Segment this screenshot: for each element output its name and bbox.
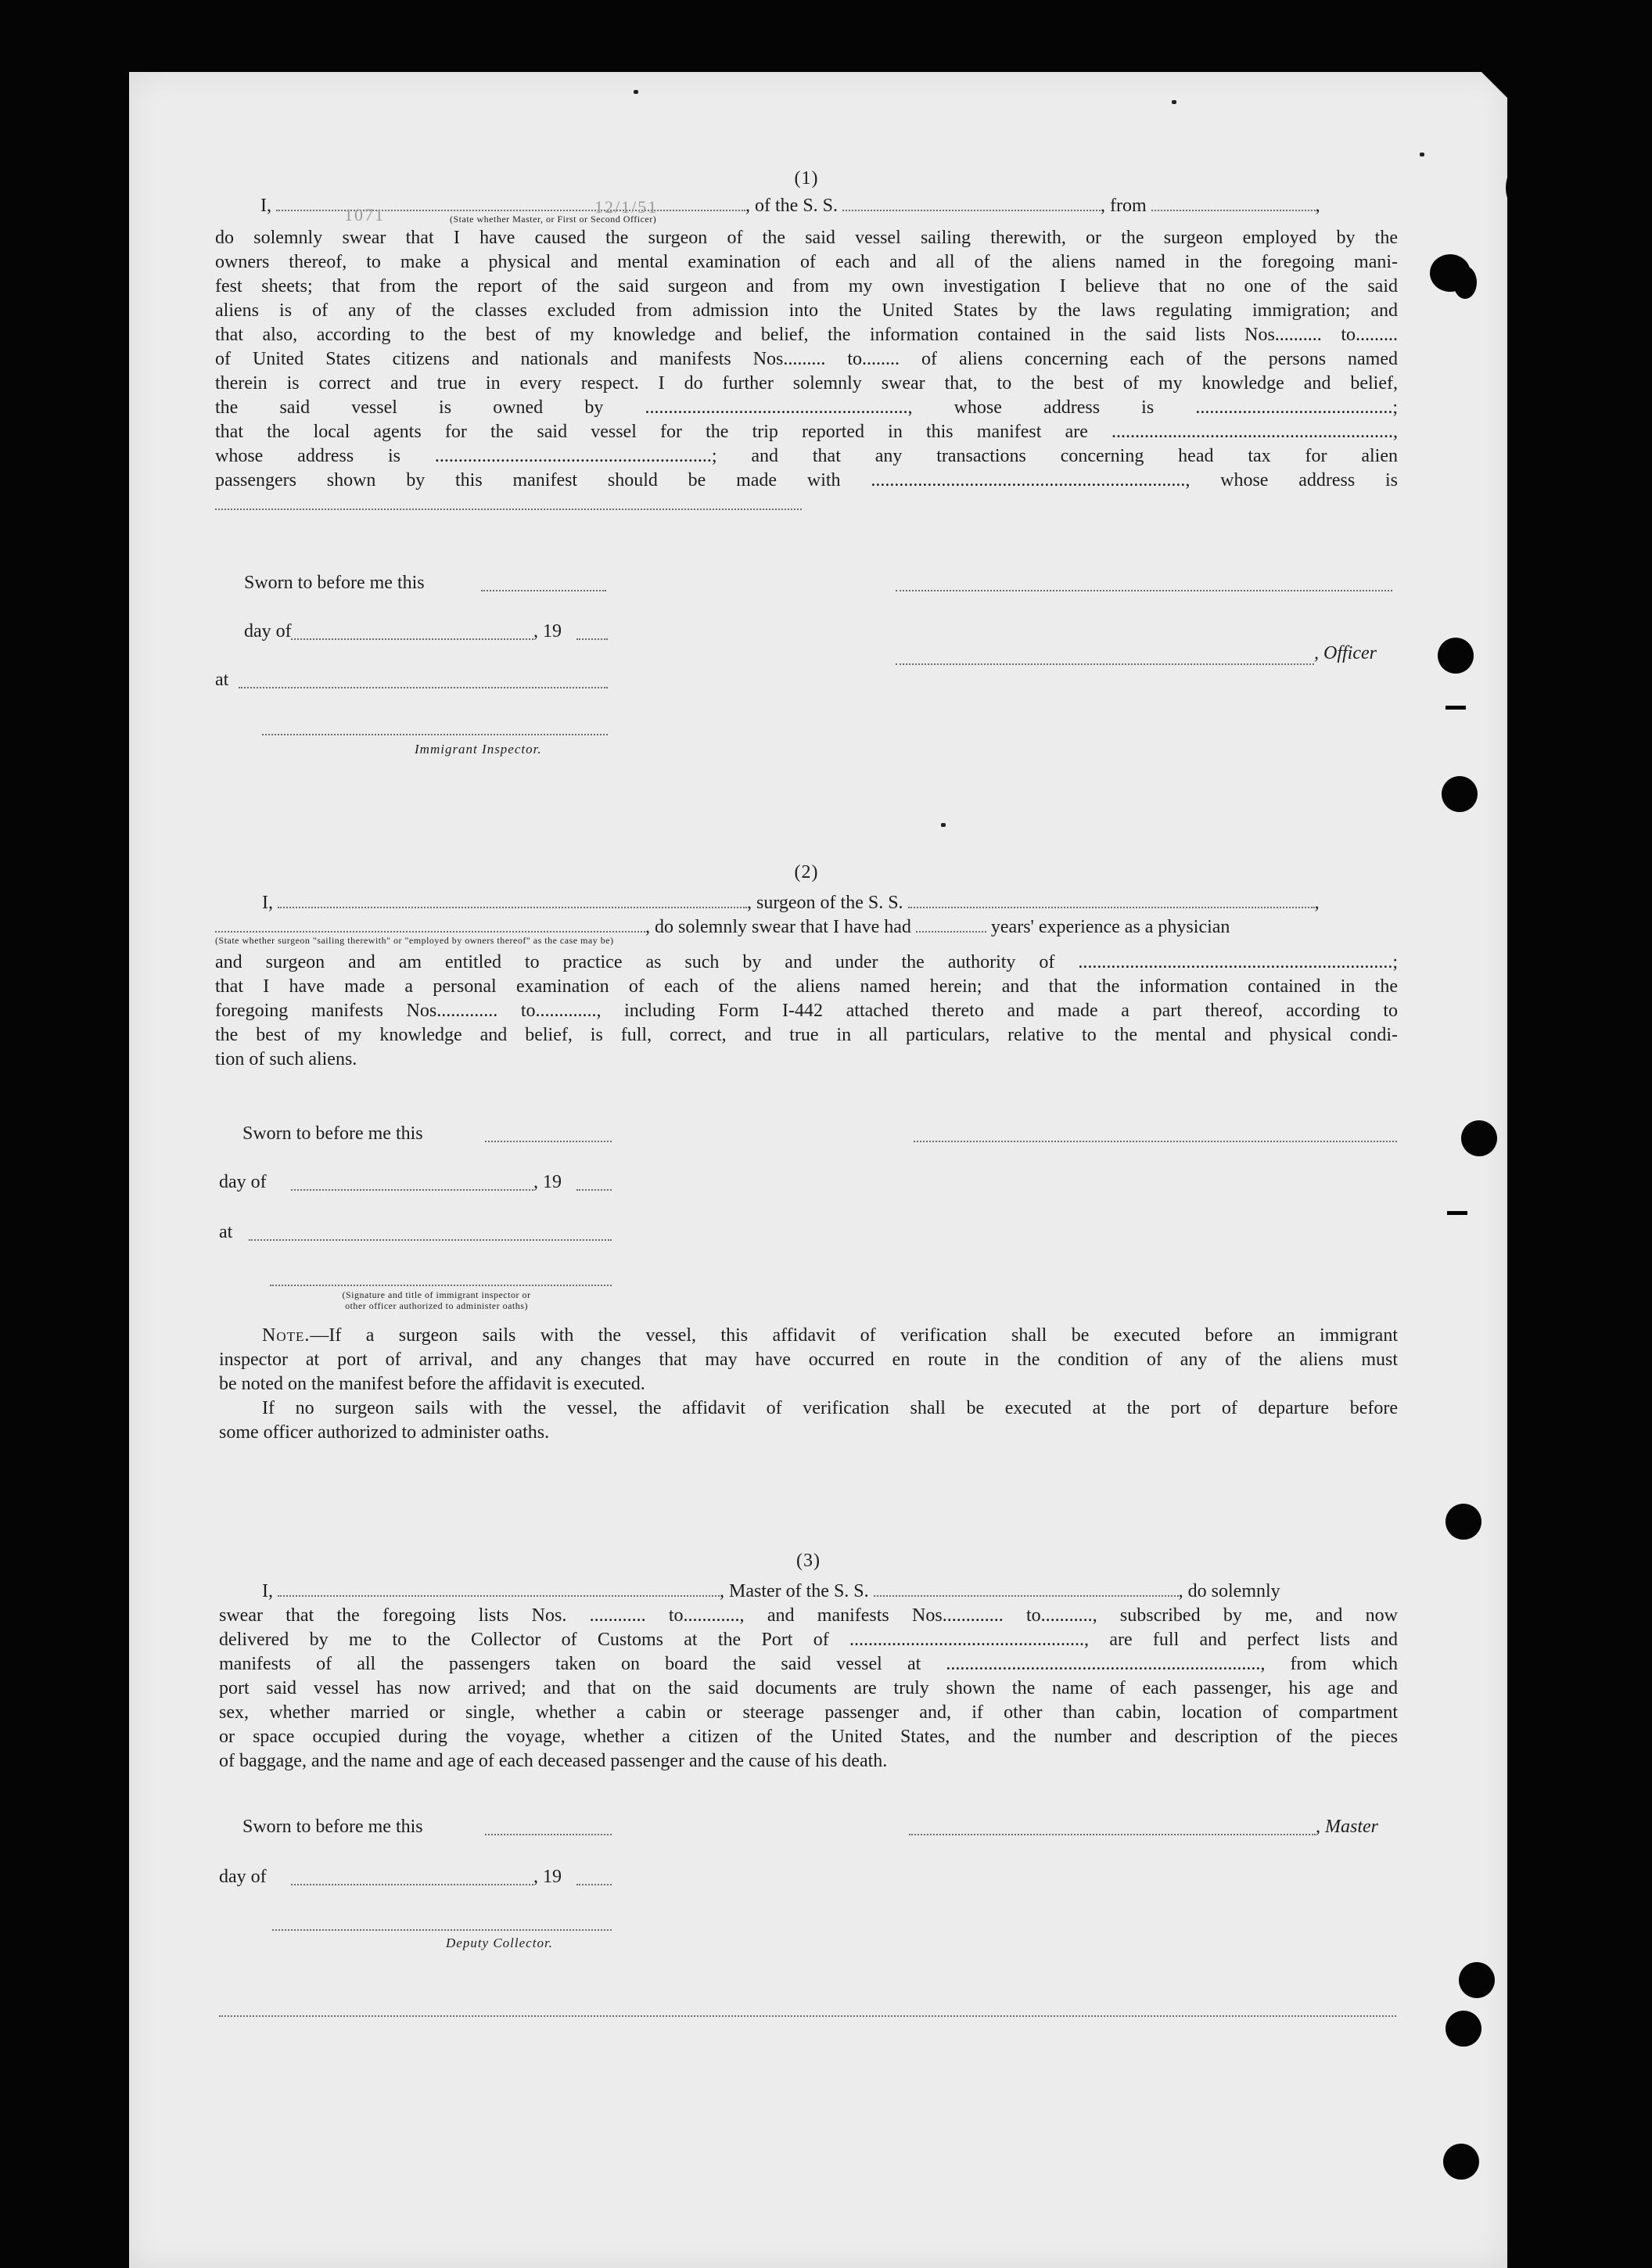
punch-hole [1442, 776, 1478, 812]
paragraph-line: that I have made a personal examination of each of the aliens named herein; and that the information contained in the [215, 976, 1398, 997]
faint-stamp: 1071 [344, 205, 385, 225]
year-label: , 19 [533, 621, 562, 642]
paragraph-line: passengers shown by this manifest should be made with ..................................................................., whose address is [215, 470, 1398, 491]
section-number: (3) [796, 1551, 821, 1571]
label-years-experience: years' experience as a physician [990, 917, 1230, 937]
comma: , [1314, 893, 1320, 913]
officer-title-line[interactable] [896, 663, 1314, 665]
year-label: , 19 [533, 1867, 562, 1887]
inspector-signature-line[interactable] [262, 734, 608, 735]
punch-hole [1453, 266, 1477, 299]
at-label: at [215, 670, 229, 690]
label-do-solemnly: , do solemnly [1178, 1581, 1280, 1601]
speck [1420, 153, 1424, 156]
officer-caption: (State whether Master, or First or Second Officer) [450, 214, 657, 225]
year-field[interactable] [576, 1884, 612, 1885]
paragraph-line: tion of such aliens. [215, 1049, 357, 1069]
master-signature-line[interactable] [909, 1834, 1316, 1835]
surgeon-name-field[interactable] [278, 893, 747, 908]
sworn-label: Sworn to before me this [244, 573, 425, 593]
paragraph-line: of United States citizens and nationals and manifests Nos......... to........ of aliens concerning each of the persons named [215, 349, 1398, 369]
surgeon-caption: (State whether surgeon "sailing therewith" or "employed by owners thereof" as the case may be) [215, 935, 614, 946]
paragraph-line: manifests of all the passengers taken on board the said vessel at ..................................................................., from which [219, 1654, 1398, 1674]
label-master-of-ss: , Master of the S. S. [720, 1581, 869, 1601]
paragraph-line: do solemnly swear that I have caused the surgeon of the said vessel sailing therewith, or the surgeon employed by the [215, 228, 1398, 248]
caption-line: other officer authorized to administer oaths) [345, 1300, 528, 1311]
note-line: inspector at port of arrival, and any changes that may have occurred en route in the condition of any of the aliens must [219, 1350, 1398, 1370]
affidavit-master-section [219, 1551, 1398, 1774]
mark-dash [1446, 706, 1466, 710]
master-line [219, 1580, 1398, 1604]
officer-label: , Officer [1314, 643, 1377, 663]
paragraph-line: foregoing manifests Nos............. to............., including Form I-442 attached thereto and made a part thereof, according to [215, 1001, 1398, 1021]
paragraph-line: port said vessel has now arrived; and that on the said documents are truly shown the name of each passenger, his age and [219, 1678, 1398, 1698]
paragraph-line: delivered by me to the Collector of Customs at the Port of .................................................., are full and perfect lists and [219, 1630, 1398, 1650]
paragraph-line: and surgeon and am entitled to practice as such by and under the authority of ...................................................................; [215, 952, 1398, 972]
section-number: (1) [794, 168, 819, 189]
punch-hole [1438, 638, 1474, 674]
speck [1172, 100, 1176, 104]
day-of-label: day of [244, 621, 292, 642]
punch-hole [1506, 164, 1537, 211]
officer-line [215, 194, 1398, 218]
folded-corner [1472, 63, 1507, 98]
punch-hole [1446, 2011, 1481, 2047]
punch-hole [1461, 1120, 1497, 1156]
note-line: If no surgeon sails with the vessel, the affidavit of verification shall be executed at the port of departure before [262, 1398, 1398, 1418]
master-label: , Master [1316, 1817, 1378, 1837]
surgeon-paragraph [215, 951, 1398, 1072]
section-number: (2) [794, 862, 819, 882]
label-i: I, [260, 196, 271, 216]
inspector-label: Immigrant Inspector. [415, 742, 542, 757]
from-port-field[interactable] [1151, 196, 1316, 211]
day-field[interactable] [291, 1884, 533, 1885]
label-i: I, [262, 1581, 273, 1601]
surgeon-status-field[interactable] [215, 917, 645, 933]
collector-signature-line[interactable] [272, 1929, 612, 1931]
collector-label: Deputy Collector. [446, 1936, 553, 1950]
paragraph-line: owners thereof, to make a physical and mental examination of each and all of the aliens named in the foregoing mani- [215, 252, 1398, 272]
surgeon-experience-line [215, 915, 1398, 940]
label-swear: , do solemnly swear that I have had [645, 917, 911, 937]
vessel-name-field[interactable] [842, 196, 1101, 211]
label-surgeon-of-ss: , surgeon of the S. S. [747, 893, 903, 913]
day-of-label: day of [219, 1172, 267, 1192]
paragraph-line: whose address is ...........................................................; and that any transactions concerning head tax for alien [215, 446, 1398, 466]
officer-paragraph [215, 226, 1398, 517]
paragraph-line: that the local agents for the said vessel for the trip reported in this manifest are ............................................................, [215, 422, 1398, 442]
paragraph-line: therein is correct and true in every respect. I do further solemnly swear that, to the best of my knowledge and belief, [215, 373, 1398, 394]
day-field[interactable] [291, 638, 533, 640]
day-of-label: day of [219, 1867, 267, 1887]
paragraph-line: the said vessel is owned by ........................................................, whose address is ..........................................; [215, 397, 1398, 418]
label-i: I, [262, 893, 273, 913]
punch-hole [1459, 1962, 1495, 1998]
at-field[interactable] [249, 1239, 612, 1241]
sworn-date-field[interactable] [485, 1141, 612, 1142]
paragraph-line: swear that the foregoing lists Nos. ............ to............, and manifests Nos............. to..........., subscribed by me, and now [219, 1605, 1398, 1626]
caption-line: (Signature and title of immigrant inspector or [342, 1289, 531, 1300]
at-label: at [219, 1222, 233, 1242]
inspector-signature-line[interactable] [270, 1285, 612, 1286]
day-field[interactable] [291, 1189, 533, 1191]
paragraph-line: aliens is of any of the classes excluded from admission into the United States by the laws regulating immigration; and [215, 300, 1398, 321]
year-field[interactable] [576, 1189, 612, 1191]
paragraph-line: of baggage, and the name and age of each deceased passenger and the cause of his death. [219, 1751, 888, 1771]
paragraph-line: the best of my knowledge and belief, is full, correct, and true in all particulars, relative to the mental and physical condi- [215, 1025, 1398, 1045]
year-label: , 19 [533, 1172, 562, 1192]
sworn-label: Sworn to before me this [242, 1817, 423, 1837]
surgeon-signature-line[interactable] [914, 1141, 1397, 1142]
punch-hole [1443, 2144, 1479, 2180]
speck [941, 823, 946, 827]
paragraph-line: fest sheets; that from the report of the said surgeon and from my own investigation I believe that no one of the said [215, 276, 1398, 297]
paragraph-line: sex, whether married or single, whether a cabin or steerage passenger and, if other than cabin, location of compartment [219, 1702, 1398, 1723]
punch-hole [1446, 1504, 1481, 1540]
label-of-ss: , of the S. S. [745, 196, 839, 216]
note-block [219, 1324, 1398, 1445]
comma: , [1315, 196, 1320, 216]
surgeon-vessel-field[interactable] [908, 893, 1315, 908]
paragraph-line: that also, according to the best of my knowledge and belief, the information contained in the said lists Nos.......... to......... [215, 325, 1398, 345]
faint-stamp: 12/1/51 [594, 197, 659, 217]
paragraph-line: or space occupied during the voyage, whether a citizen of the United States, and the number and description of the pieces [219, 1727, 1398, 1747]
sworn-label: Sworn to before me this [242, 1123, 423, 1144]
speck [634, 90, 638, 94]
label-from: , from [1101, 196, 1147, 216]
agent-address-field[interactable] [215, 494, 802, 510]
master-paragraph [219, 1604, 1398, 1774]
note-line: some officer authorized to administer oaths. [219, 1422, 550, 1443]
at-field[interactable] [239, 687, 608, 688]
mark-dash [1447, 1211, 1467, 1215]
note-text: —If a surgeon sails with the vessel, this affidavit of verification shall be executed before an immigrant [310, 1325, 1398, 1346]
affidavit-officer-section [215, 168, 1398, 517]
master-vessel-field[interactable] [874, 1581, 1179, 1597]
officer-signature-line[interactable] [896, 590, 1392, 591]
year-field[interactable] [576, 638, 608, 640]
sworn-date-field[interactable] [481, 590, 606, 591]
note-line [219, 1324, 1398, 1348]
affidavit-surgeon-section [215, 862, 1398, 1072]
surgeon-line [215, 891, 1398, 915]
bottom-rule [219, 2015, 1396, 2017]
sworn-date-field[interactable] [485, 1834, 612, 1835]
signature-caption [288, 1289, 585, 1311]
years-field[interactable] [916, 917, 986, 933]
master-name-field[interactable] [278, 1581, 720, 1597]
note-heading: Note. [262, 1325, 311, 1346]
note-line: be noted on the manifest before the affidavit is executed. [219, 1374, 645, 1394]
